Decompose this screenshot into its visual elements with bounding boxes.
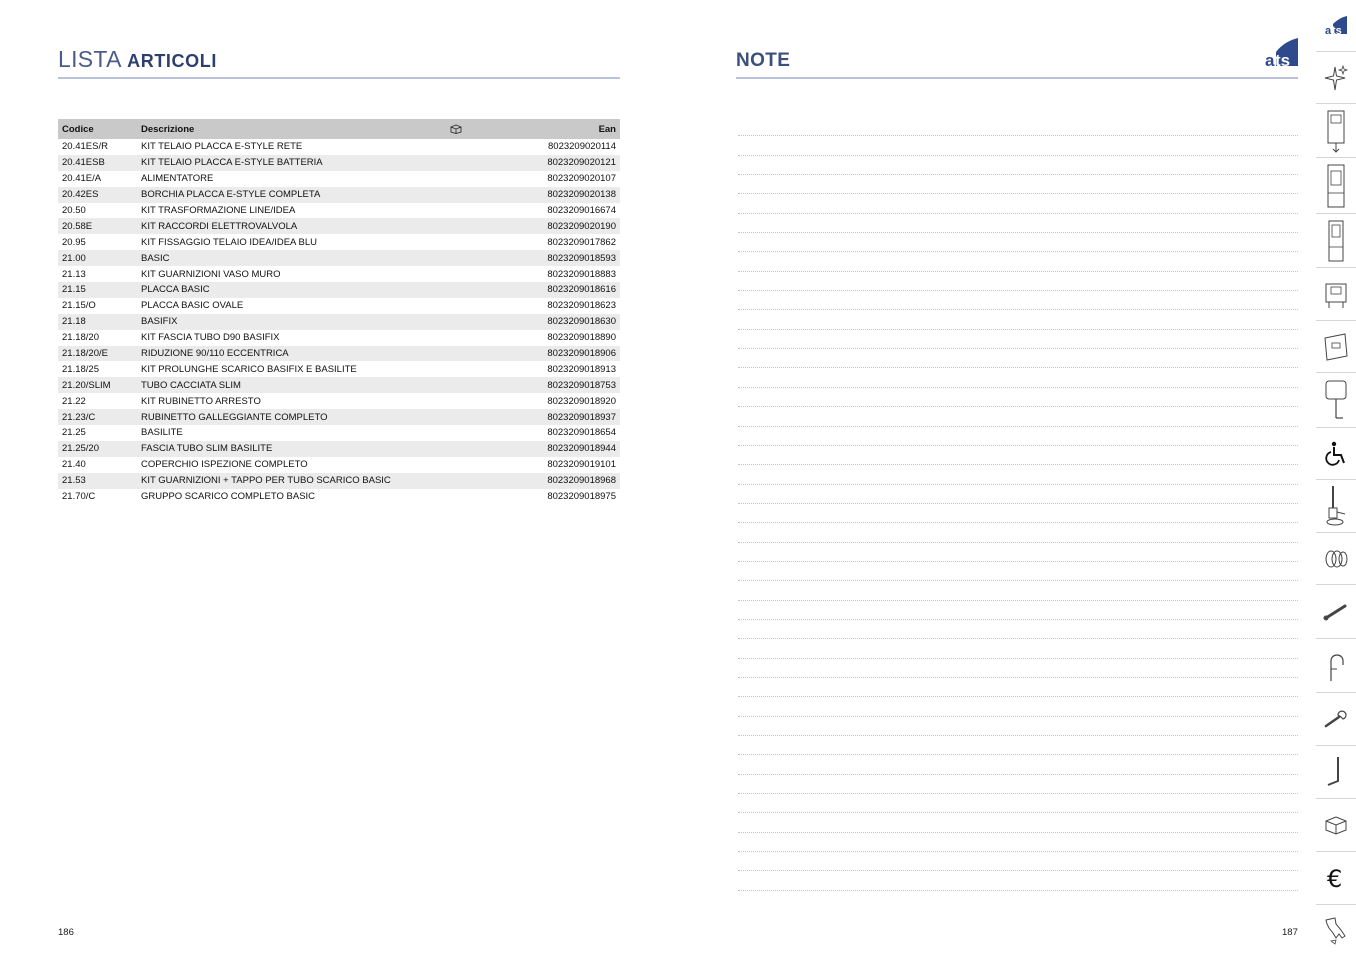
cell-code: 21.40 [58,457,137,473]
cell-code: 21.15/O [58,298,137,314]
cell-description: BASILITE [137,425,465,441]
cell-description: PLACCA BASIC OVALE [137,298,465,314]
cell-code: 21.15 [58,282,137,298]
note-line [738,678,1298,697]
notes-divider [736,77,1298,79]
tab-flush-plate[interactable] [1316,321,1356,373]
cell-icon [465,250,513,266]
faucet-icon [1323,649,1349,683]
page-title [58,46,217,73]
cell-icon [465,361,513,377]
note-line [738,543,1298,562]
cell-description: GRUPPO SCARICO COMPLETO BASIC [137,489,465,505]
tab-seals[interactable] [1316,533,1356,585]
cell-icon [465,218,513,234]
frame-slim-icon [1326,219,1346,263]
note-line [738,504,1298,523]
cell-description: RUBINETTO GALLEGGIANTE COMPLETO [137,409,465,425]
tab-frame-slim[interactable] [1316,214,1356,268]
header-description: Descrizione [137,119,465,139]
note-line [738,349,1298,368]
cell-code: 21.13 [58,266,137,282]
cell-ean: 8023209020121 [513,155,620,171]
note-line [738,310,1298,329]
cell-description: BASIC [137,250,465,266]
tab-prices[interactable] [1316,852,1356,905]
cell-icon [465,155,513,171]
cell-description: BORCHIA PLACCA E-STYLE COMPLETA [137,187,465,203]
note-line [738,175,1298,194]
article-table [58,119,620,504]
cell-ean: 8023209020107 [513,171,620,187]
cell-ean: 8023209019101 [513,457,620,473]
cell-ean: 8023209017862 [513,234,620,250]
tab-accessibility[interactable] [1316,428,1356,480]
note-lines [738,117,1298,891]
bend-pipe-icon [1324,755,1348,789]
table-row [58,346,620,362]
tab-bends[interactable] [1316,746,1356,799]
note-line [738,775,1298,794]
note-line [738,272,1298,291]
wall-frame-icon [1325,109,1347,153]
table-row [58,155,620,171]
note-line [738,833,1298,852]
sparkle-icon [1323,63,1349,93]
cell-ean: 8023209018890 [513,330,620,346]
table-header-row [58,119,620,139]
table-row [58,409,620,425]
tab-italy[interactable] [1316,905,1356,959]
cell-ean: 8023209018654 [513,425,620,441]
cell-ean: 8023209018920 [513,393,620,409]
table-row [58,171,620,187]
table-row [58,250,620,266]
notes-title: NOTE [736,50,791,71]
frame-battery-icon [1325,163,1347,209]
cell-code: 20.41ESB [58,155,137,171]
cell-code: 20.50 [58,203,137,219]
note-line [738,620,1298,639]
header-ean: Ean [513,119,620,139]
page-number-left: 186 [58,927,74,938]
cell-icon [465,457,513,473]
cell-ean: 8023209018593 [513,250,620,266]
tab-cistern[interactable] [1316,373,1356,428]
cell-code: 21.18/25 [58,361,137,377]
note-line [738,562,1298,581]
tab-ats[interactable] [1316,0,1356,52]
cell-description: KIT TELAIO PLACCA E-STYLE RETE [137,139,465,155]
note-line [738,581,1298,600]
cell-ean: 8023209018968 [513,473,620,489]
cell-code: 21.22 [58,393,137,409]
table-row [58,314,620,330]
note-line [738,194,1298,213]
tab-tools[interactable] [1316,693,1356,746]
cell-code: 21.70/C [58,489,137,505]
note-line [738,136,1298,155]
svg-text:a: a [1325,24,1332,37]
table-row [58,457,620,473]
cell-ean: 8023209018623 [513,298,620,314]
cell-ean: 8023209018944 [513,441,620,457]
tab-new[interactable] [1316,52,1356,104]
cell-icon [465,393,513,409]
cell-code: 21.18/20 [58,330,137,346]
cell-description: KIT PROLUNGHE SCARICO BASIFIX E BASILITE [137,361,465,377]
cell-code: 20.41E/A [58,171,137,187]
tab-faucets[interactable] [1316,639,1356,693]
cell-icon [465,266,513,282]
cell-ean: 8023209018616 [513,282,620,298]
pipe-icon [1323,602,1349,622]
svg-text:ts: ts [1275,51,1291,70]
table-row [58,377,620,393]
table-row [58,361,620,377]
note-line [738,407,1298,426]
cell-icon [465,139,513,155]
cell-description: KIT GUARNIZIONI + TAPPO PER TUBO SCARICO BASIC [137,473,465,489]
cell-icon [465,171,513,187]
cell-code: 20.95 [58,234,137,250]
note-line [738,697,1298,716]
cell-description: KIT TELAIO PLACCA E-STYLE BATTERIA [137,155,465,171]
svg-text:ts: ts [1332,24,1342,37]
cell-icon [465,409,513,425]
cell-description: KIT FISSAGGIO TELAIO IDEA/IDEA BLU [137,234,465,250]
section-tabs [1316,0,1356,959]
cell-code: 21.18/20/E [58,346,137,362]
cell-icon [465,425,513,441]
note-line [738,794,1298,813]
table-row [58,441,620,457]
cell-code: 20.41ES/R [58,139,137,155]
cell-description: KIT RACCORDI ELETTROVALVOLA [137,218,465,234]
cell-ean: 8023209018913 [513,361,620,377]
cell-icon [465,234,513,250]
cell-description: KIT FASCIA TUBO D90 BASIFIX [137,330,465,346]
ats-logo-icon [1324,15,1348,37]
table-row [58,234,620,250]
page-number-right: 187 [1282,927,1298,938]
table-row [58,139,620,155]
cistern-icon [1323,378,1349,422]
note-line [738,639,1298,658]
cell-description: RIDUZIONE 90/110 ECCENTRICA [137,346,465,362]
cell-ean: 8023209018975 [513,489,620,505]
cell-icon [465,346,513,362]
cell-ean: 8023209016674 [513,203,620,219]
cell-description: KIT TRASFORMAZIONE LINE/IDEA [137,203,465,219]
cell-description: KIT GUARNIZIONI VASO MURO [137,266,465,282]
table-row [58,489,620,505]
cell-code: 21.25 [58,425,137,441]
note-line [738,388,1298,407]
note-line [738,465,1298,484]
tab-frame-battery[interactable] [1316,158,1356,214]
frame-low-icon [1323,278,1349,310]
cell-code: 21.00 [58,250,137,266]
flush-plate-icon [1323,332,1349,362]
title-light: LISTA [58,46,121,72]
cell-ean: 8023209018630 [513,314,620,330]
tab-wall-frame[interactable] [1316,104,1356,158]
euro-icon [1325,865,1347,891]
cell-icon [465,441,513,457]
cell-description: KIT RUBINETTO ARRESTO [137,393,465,409]
cell-icon [465,314,513,330]
cell-icon [465,187,513,203]
note-line [738,523,1298,542]
note-line [738,659,1298,678]
table-row [58,473,620,489]
svg-text:€: € [1327,865,1343,891]
cell-description: BASIFIX [137,314,465,330]
cell-ean: 8023209020138 [513,187,620,203]
note-line [738,214,1298,233]
package-icon [465,119,513,139]
note-line [738,717,1298,736]
svg-text:a: a [1265,51,1275,70]
table-row [58,218,620,234]
wrench-icon [1323,709,1349,729]
cell-description: FASCIA TUBO SLIM BASILITE [137,441,465,457]
table-row [58,330,620,346]
table-row [58,393,620,409]
cell-icon [465,203,513,219]
package-icon [1323,815,1349,835]
italy-map-icon [1323,916,1349,948]
note-line [738,291,1298,310]
seal-ring-icon [1323,548,1349,570]
table-row [58,187,620,203]
cell-code: 20.58E [58,218,137,234]
note-line [738,427,1298,446]
drain-valve-icon [1323,484,1349,528]
cell-ean: 8023209020114 [513,139,620,155]
ats-logo [1262,38,1300,75]
note-line [738,736,1298,755]
cell-ean: 8023209018906 [513,346,620,362]
header-code: Codice [58,119,137,139]
cell-code: 21.23/C [58,409,137,425]
cell-code: 21.18 [58,314,137,330]
cell-code: 20.42ES [58,187,137,203]
title-bold: ARTICOLI [127,51,217,71]
cell-ean: 8023209020190 [513,218,620,234]
note-line [738,485,1298,504]
cell-icon [465,473,513,489]
cell-icon [465,282,513,298]
title-divider [58,77,620,79]
table-row [58,282,620,298]
cell-description: PLACCA BASIC [137,282,465,298]
cell-icon [465,298,513,314]
cell-code: 21.20/SLIM [58,377,137,393]
note-line [738,601,1298,620]
table-row [58,203,620,219]
note-line [738,330,1298,349]
note-line [738,446,1298,465]
cell-code: 21.25/20 [58,441,137,457]
tab-frame-low[interactable] [1316,268,1356,321]
cell-description: ALIMENTATORE [137,171,465,187]
cell-code: 21.53 [58,473,137,489]
note-line [738,233,1298,252]
cell-icon [465,330,513,346]
cell-description: TUBO CACCIATA SLIM [137,377,465,393]
table-row [58,425,620,441]
cell-ean: 8023209018753 [513,377,620,393]
table-row [58,266,620,282]
cell-icon [465,377,513,393]
tab-pipes[interactable] [1316,585,1356,639]
note-line [738,852,1298,871]
note-line [738,813,1298,832]
note-line [738,368,1298,387]
cell-description: COPERCHIO ISPEZIONE COMPLETO [137,457,465,473]
note-line [738,252,1298,271]
tab-packaging[interactable] [1316,799,1356,852]
wheelchair-icon [1324,441,1348,467]
tab-drain[interactable] [1316,480,1356,533]
note-line [738,755,1298,774]
cell-icon [465,489,513,505]
note-line [738,117,1298,136]
note-line [738,156,1298,175]
table-row [58,298,620,314]
note-line [738,871,1298,890]
cell-ean: 8023209018937 [513,409,620,425]
cell-ean: 8023209018883 [513,266,620,282]
